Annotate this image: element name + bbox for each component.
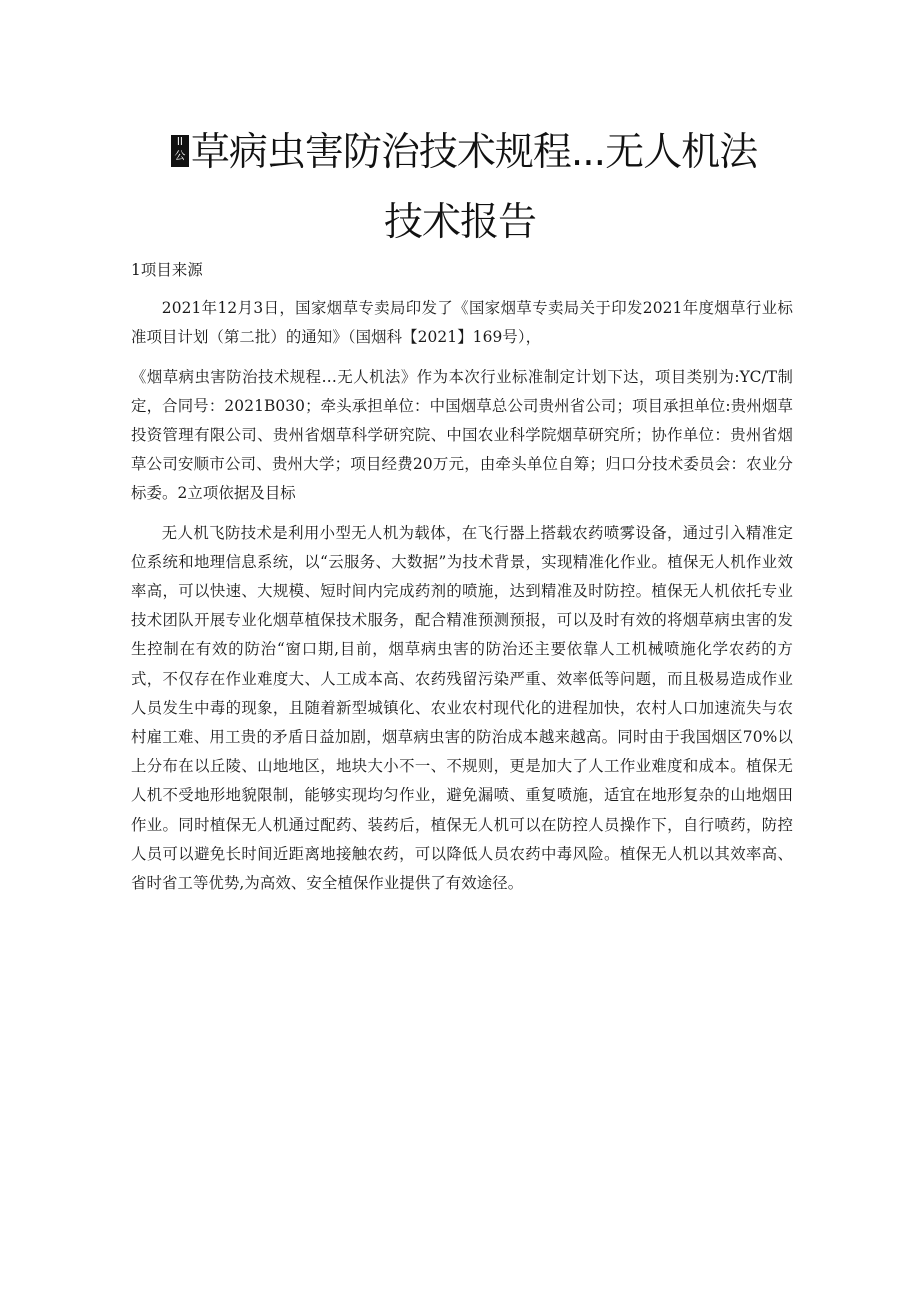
title-line-2: 技术报告 — [383, 200, 536, 245]
title-text-line-1: 草病虫害防治技术规程...无人机法 — [190, 130, 758, 175]
paragraph-1: 2021年12月3日，国家烟草专卖局印发了《国家烟草专卖局关于印发2021年度烟草行业标准项目计划（第二批）的通知》（国烟科【2021】169号）， — [131, 299, 793, 347]
paragraph-3: 无人机飞防技术是利用小型无人机为载体，在飞行器上搭载农药喷雾设备，通过引入精准定位系统和地理信息系统，以“云服务、大数据”为技术背景，实现精准化作业。植保无人机作业效率高，可以快速、大规模、短时间内完成药剂的喷施，达到精准及时防控。植保无人机依托专业技术团队开展专业化烟草植保技术服务，配合精准预测预报，可以及时有效的将烟草病虫害的发生控制在有效的防治“窗口期,目前，烟草病虫害的防治还主要依靠人工机械喷施化学农药的方式，不仅存在作业难度大、人工成本高、农药残留污染严重、效率低等问题，而且极易造成作业人员发生中毒的现象，且随着新型城镇化、农业农村现代化的进程加快，农村人口加速流失与农村雇工难、用工贵的矛盾日益加剧，烟草病虫害的防治成本越来越高。同时由于我国烟区70%以上分布在以丘陵、山地地区，地块大小不一、不规则，更是加大了人工作业难度和成本。植保无人机不受地形地貌限制，能够实现均匀作业，避免漏喷、重复喷施，适宜在地形复杂的山地烟田作业。同时植保无人机通过配药、装药后，植保无人机可以在防控人员操作下，自行喷药，防控人员可以避免长时间近距离地接触农药，可以降低人员农药中毒风险。植保无人机以其效率高、省时省工等优势,为高效、安全植保作业提供了有效途径。 — [131, 523, 793, 893]
title-badge-top: ll — [176, 134, 183, 148]
title-badge-bottom: 公 — [174, 148, 186, 162]
section-heading-project-source: 1项目来源 — [131, 261, 203, 279]
document-title — [0, 118, 920, 258]
title-badge — [171, 135, 189, 167]
title-line-1 — [0, 118, 920, 188]
paragraph-2: 《烟草病虫害防治技术规程…无人机法》作为本次行业标准制定计划下达，项目类别为:YC/T制定，合同号：2021B030；牵头承担单位：中国烟草总公司贵州省公司；项目承担单位:贵州烟草投资管理有限公司、贵州省烟草科学研究院、中国农业科学院烟草研究所；协作单位：贵州省烟草公司安顺市公司、贵州大学；项目经费20万元，由牵头单位自筹；归口分技术委员会：农业分标委。2立项依据及目标 — [131, 367, 793, 503]
document-body — [131, 256, 793, 908]
